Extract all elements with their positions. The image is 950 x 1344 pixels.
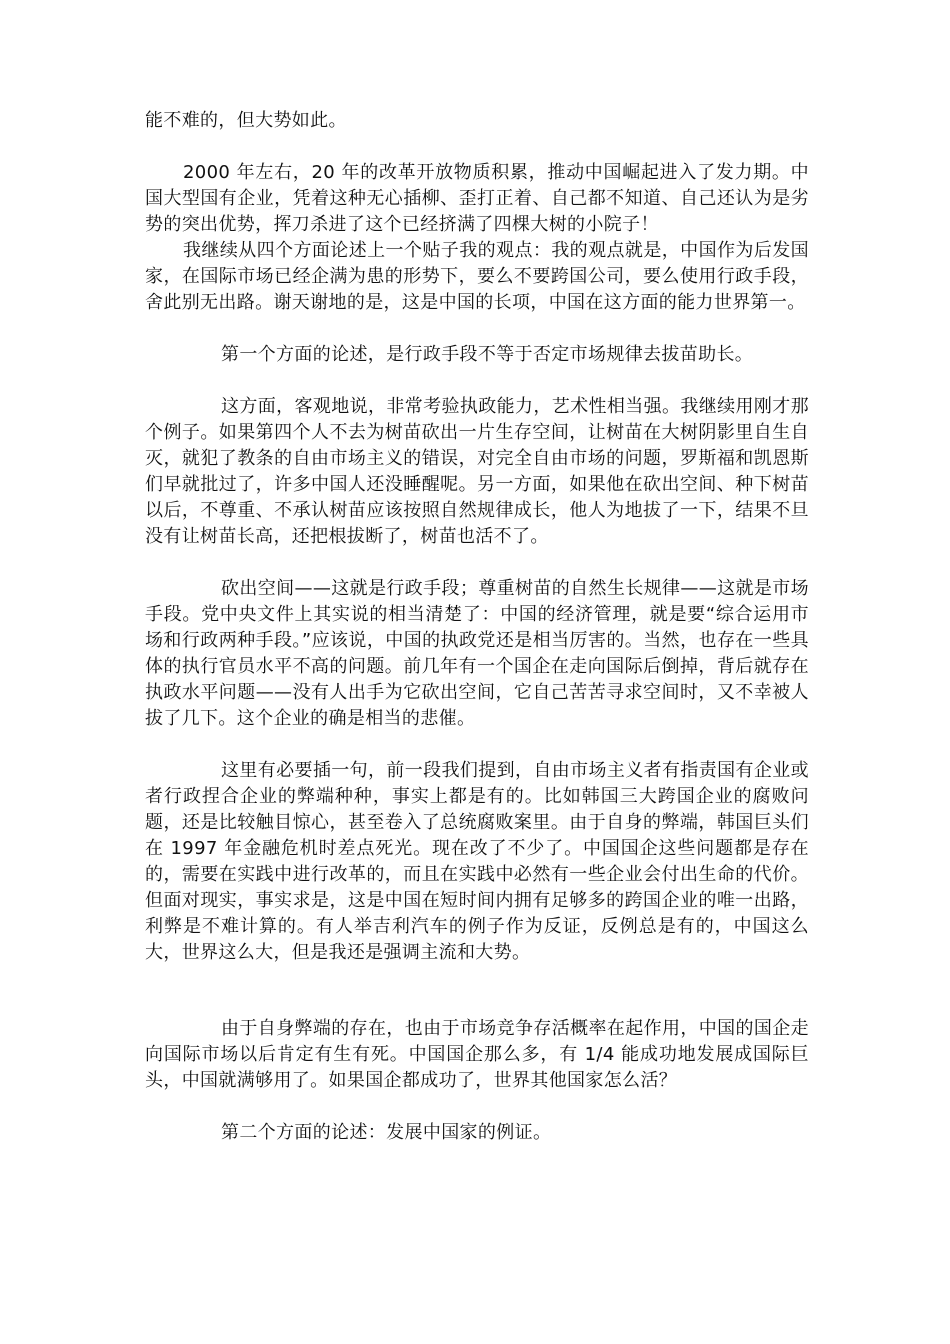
paragraph-2: 2000 年左右，20 年的改革开放物质积累，推动中国崛起进入了发力期。中国大型国有企业，凭着这种无心插柳、歪打正着、自己都不知道、自己还认为是劣势的突出优势，挥刀杀进了这个已经挤满了四棵大树的小院子！ — [145, 162, 809, 235]
paragraph-9-section-heading: 第二个方面的论述：发展中国家的例证。 — [221, 1122, 552, 1143]
paragraph-5: 这方面，客观地说，非常考验执政能力，艺术性相当强。我继续用刚才那个例子。如果第四个人不去为树苗砍出一片生存空间，让树苗在大树阴影里自生自灭，就犯了教条的自由市场主义的错误，对完全自由市场的问题，罗斯福和凯恩斯们早就批过了，许多中国人还没睡醒呢。另一方面，如果他在砍出空间、种下树苗以后，不尊重、不承认树苗应该按照自然规律成长，他人为地拔了一下，结果不旦没有让树苗长高，还把根拔断了，树苗也活不了。 — [145, 396, 809, 547]
document-body — [145, 108, 809, 1146]
paragraph-8: 由于自身弊端的存在，也由于市场竞争存活概率在起作用，中国的国企走向国际市场以后肯定有生有死。中国国企那么多，有 1/4 能成功地发展成国际巨头，中国就满够用了。如果国企都成功了，世界其他国家怎么活？ — [145, 1018, 809, 1091]
paragraph-3: 我继续从四个方面论述上一个贴子我的观点：我的观点就是，中国作为后发国家，在国际市场已经企满为患的形势下，要么不要跨国公司，要么使用行政手段，舍此别无出路。谢天谢地的是，这是中国的长项，中国在这方面的能力世界第一。 — [145, 240, 809, 313]
paragraph-7: 这里有必要插一句，前一段我们提到，自由市场主义者有指责国有企业或者行政捏合企业的弊端种种，事实上都是有的。比如韩国三大跨国企业的腐败问题，还是比较触目惊心，甚至卷入了总统腐败案里。由于自身的弊端，韩国巨头们在 1997 年金融危机时差点死光。现在改了不少了。中国国企这些问题都是存在的，需要在实践中进行改革的，而且在实践中必然有一些企业会付出生命的代价。但面对现实，事实求是，这是中国在短时间内拥有足够多的跨国企业的唯一出路，利弊是不难计算的。有人举吉利汽车的例子作为反证，反例总是有的，中国这么大，世界这么大，但是我还是强调主流和大势。 — [145, 760, 809, 963]
paragraph-1: 能不难的，但大势如此。 — [145, 110, 347, 131]
paragraph-6: 砍出空间——这就是行政手段；尊重树苗的自然生长规律——这就是市场手段。党中央文件上其实说的相当清楚了：中国的经济管理，就是要“综合运用市场和行政两种手段。”应该说，中国的执政党还是相当厉害的。当然，也存在一些具体的执行官员水平不高的问题。前几年有一个国企在走向国际后倒掉，背后就存在执政水平问题——没有人出手为它砍出空间，它自己苦苦寻求空间时，又不幸被人拔了几下。这个企业的确是相当的悲催。 — [145, 578, 809, 729]
paragraph-4-section-heading: 第一个方面的论述，是行政手段不等于否定市场规律去拔苗助长。 — [221, 344, 754, 365]
